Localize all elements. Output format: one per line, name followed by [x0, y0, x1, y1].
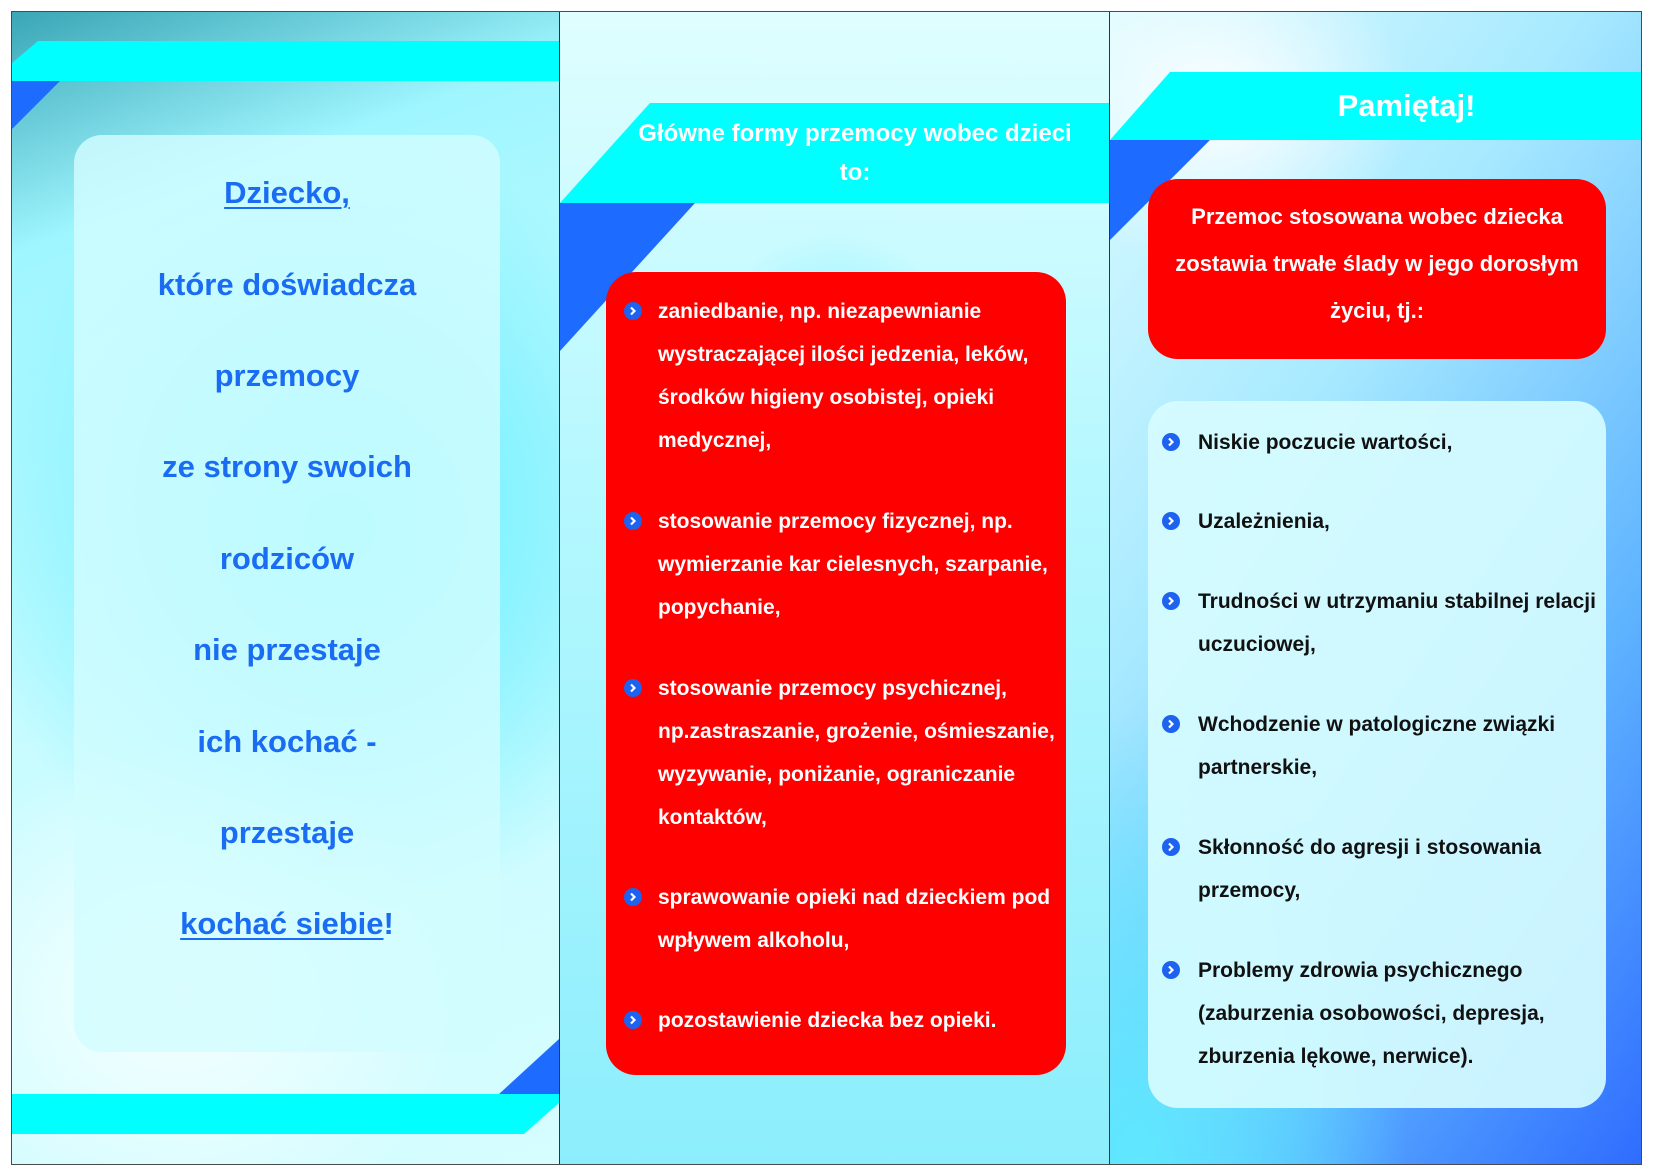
- right-panel: [1110, 12, 1642, 1164]
- chevron-right-icon: [1162, 838, 1180, 856]
- list-item: sprawowanie opieki nad dzieckiem pod wpływem alkoholu,: [658, 876, 1058, 962]
- left-panel: [12, 12, 560, 1164]
- list-item: Skłonność do agresji i stosowania przemocy,: [1198, 826, 1608, 912]
- bottom-ribbon: [12, 1094, 560, 1134]
- forms-card: [606, 272, 1066, 1075]
- list-item: Trudności w utrzymaniu stabilnej relacji uczuciowej,: [1198, 580, 1608, 666]
- message-line-2: które doświadcza: [157, 267, 417, 302]
- chevron-right-icon: [624, 679, 642, 697]
- exclamation: !: [383, 906, 394, 941]
- chevron-right-icon: [1162, 433, 1180, 451]
- message-line-8: przestaje: [219, 815, 355, 850]
- chevron-right-icon: [624, 1011, 642, 1029]
- chevron-right-icon: [1162, 715, 1180, 733]
- list-item: zaniedbanie, np. niezapewnianie wystraczającej ilości jedzenia, leków, środków higieny osobistej, opieki medycznej,: [658, 290, 1058, 462]
- list-item: stosowanie przemocy fizycznej, np. wymierzanie kar cielesnych, szarpanie, popychanie,: [658, 500, 1058, 629]
- list-item: stosowanie przemocy psychicznej, np.zastraszanie, grożenie, ośmieszanie, wyzywanie, poniżanie, ograniczanie kontaktów,: [658, 667, 1058, 839]
- list-item: Problemy zdrowia psychicznego (zaburzenia osobowości, depresja, zburzenia lękowe, nerwice).: [1198, 949, 1608, 1078]
- brochure-page: [11, 11, 1642, 1165]
- chevron-right-icon: [1162, 512, 1180, 530]
- list-item: pozostawienie dziecka bez opieki.: [658, 999, 1058, 1042]
- list-item: Wchodzenie w patologiczne związki partnerskie,: [1198, 703, 1608, 789]
- message-line-3: przemocy: [214, 358, 360, 393]
- message-line-1: Dziecko,: [224, 175, 350, 210]
- chevron-right-icon: [624, 302, 642, 320]
- middle-panel: [560, 12, 1110, 1164]
- warning-text: Przemoc stosowana wobec dziecka zostawia trwałe ślady w jego dorosłym życiu, tj.:: [1175, 204, 1579, 323]
- ribbon-fold-bottom: [499, 1039, 559, 1094]
- section-title: Pamiętaj!: [1337, 88, 1476, 123]
- section-title: Główne formy przemocy wobec dzieci to:: [638, 120, 1072, 186]
- list-item: Uzależnienia,: [1198, 500, 1608, 543]
- chevron-right-icon: [1162, 961, 1180, 979]
- message-line-9: [74, 906, 500, 942]
- underlined-phrase: kochać siebie: [180, 906, 384, 941]
- chevron-right-icon: [1162, 592, 1180, 610]
- chevron-right-icon: [624, 512, 642, 530]
- message-line-7: ich kochać -: [197, 724, 377, 759]
- top-ribbon: [12, 41, 560, 81]
- message-line-4: ze strony swoich: [162, 449, 412, 484]
- message-line-5: rodziców: [219, 541, 355, 576]
- list-item: Niskie poczucie wartości,: [1198, 421, 1608, 464]
- message-line-6: nie przestaje: [193, 632, 381, 667]
- chevron-right-icon: [624, 888, 642, 906]
- ribbon-fold: [12, 81, 60, 129]
